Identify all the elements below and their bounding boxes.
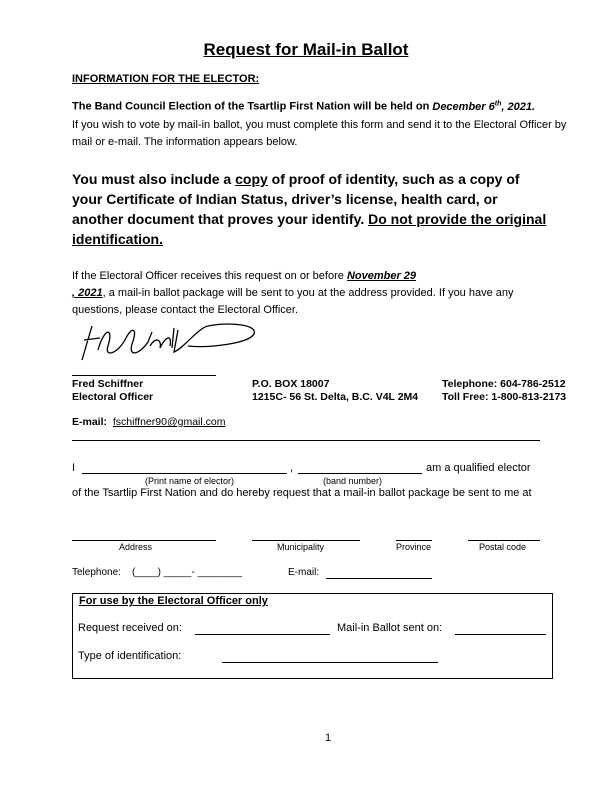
province-field[interactable] [396, 540, 432, 541]
comma: , [290, 462, 294, 474]
election-lead: The Band Council Election of the Tsartlip First Nation will be held on [72, 100, 433, 113]
section-heading: INFORMATION FOR THE ELECTOR: [72, 73, 260, 85]
email-label: E-mail: [72, 416, 108, 428]
page-number: 1 [324, 732, 332, 744]
postal-code-hint: Postal code [479, 542, 527, 552]
qualified-text: am a qualified elector [426, 462, 531, 474]
received-label: Request received on: [78, 622, 182, 634]
address-hint: Address [119, 542, 153, 552]
identity-notice [72, 169, 552, 249]
sent-label: Mail-in Ballot sent on: [337, 622, 443, 634]
id-type-label: Type of identification: [78, 650, 182, 662]
deadline-tail: , a mail-in ballot package will be sent to you at the address provided. If you have any questions, please contact the Electoral Officer. [72, 287, 514, 316]
officer-box-heading: For use by the Electoral Officer only [79, 595, 268, 607]
officer-po-box: P.O. BOX 18007 [252, 378, 330, 390]
officer-role: Electoral Officer [72, 391, 154, 403]
received-field[interactable] [195, 634, 330, 635]
band-number-hint: (band number) [323, 476, 383, 486]
signature-line [72, 375, 216, 376]
sent-field[interactable] [455, 634, 546, 635]
elector-email-field[interactable] [326, 578, 432, 579]
elector-email-label: E-mail: [288, 567, 320, 578]
id-type-field[interactable] [222, 662, 438, 663]
identity-part2: of proof of identity, such as a copy of your Certificate of Indian Status, driver’s license, health card, or another document that proves your identify. [72, 171, 520, 227]
page-title: Request for Mail-in Ballot [203, 40, 409, 59]
officer-street: 1215C- 56 St. Delta, B.C. V4L 2M4 [252, 391, 419, 403]
province-hint: Province [396, 542, 432, 552]
telephone-field[interactable]: (____) _____- ________ [132, 567, 243, 578]
email-link[interactable]: fschiffner90@gmail.com [112, 416, 226, 428]
deadline-date-a: November 29 [346, 270, 417, 282]
divider [72, 440, 540, 441]
deadline-lead: If the Electoral Officer receives this request on or before [72, 270, 347, 282]
elector-name-field[interactable] [82, 473, 287, 474]
identity-part1: You must also include a [72, 171, 236, 187]
deadline-date-b: , 2021 [72, 287, 103, 299]
deadline-paragraph [72, 268, 552, 319]
identity-copy-word: copy [235, 171, 268, 187]
band-number-field[interactable] [298, 473, 422, 474]
signature-image [78, 318, 263, 368]
request-line: of the Tsartlip First Nation and do hereby request that a mail-in ballot package be sent to me at [72, 487, 532, 499]
print-name-hint: (Print name of elector) [145, 476, 235, 486]
officer-name: Fred Schiffner [72, 378, 144, 390]
telephone-label: Telephone: [72, 567, 121, 578]
email-row [72, 416, 225, 428]
postal-code-field[interactable] [468, 540, 540, 541]
officer-use-box [72, 593, 553, 679]
identity-warning: Do not provide the original identification. [72, 211, 547, 247]
officer-toll-free: Toll Free: 1-800-813-2173 [442, 391, 567, 403]
i-label: I [72, 462, 76, 474]
officer-telephone: Telephone: 604-786-2512 [442, 378, 566, 390]
election-year: , 2021. [501, 100, 535, 113]
election-date-suffix: th [494, 100, 502, 107]
address-field[interactable] [72, 540, 216, 541]
intro-text: If you wish to vote by mail-in ballot, you must complete this form and send it to the Electoral Officer by mail or e-mail. The information appears below. [72, 119, 567, 148]
election-date-line [72, 100, 535, 113]
municipality-hint: Municipality [277, 542, 325, 552]
election-date: December 6 [432, 100, 495, 113]
municipality-field[interactable] [252, 540, 360, 541]
